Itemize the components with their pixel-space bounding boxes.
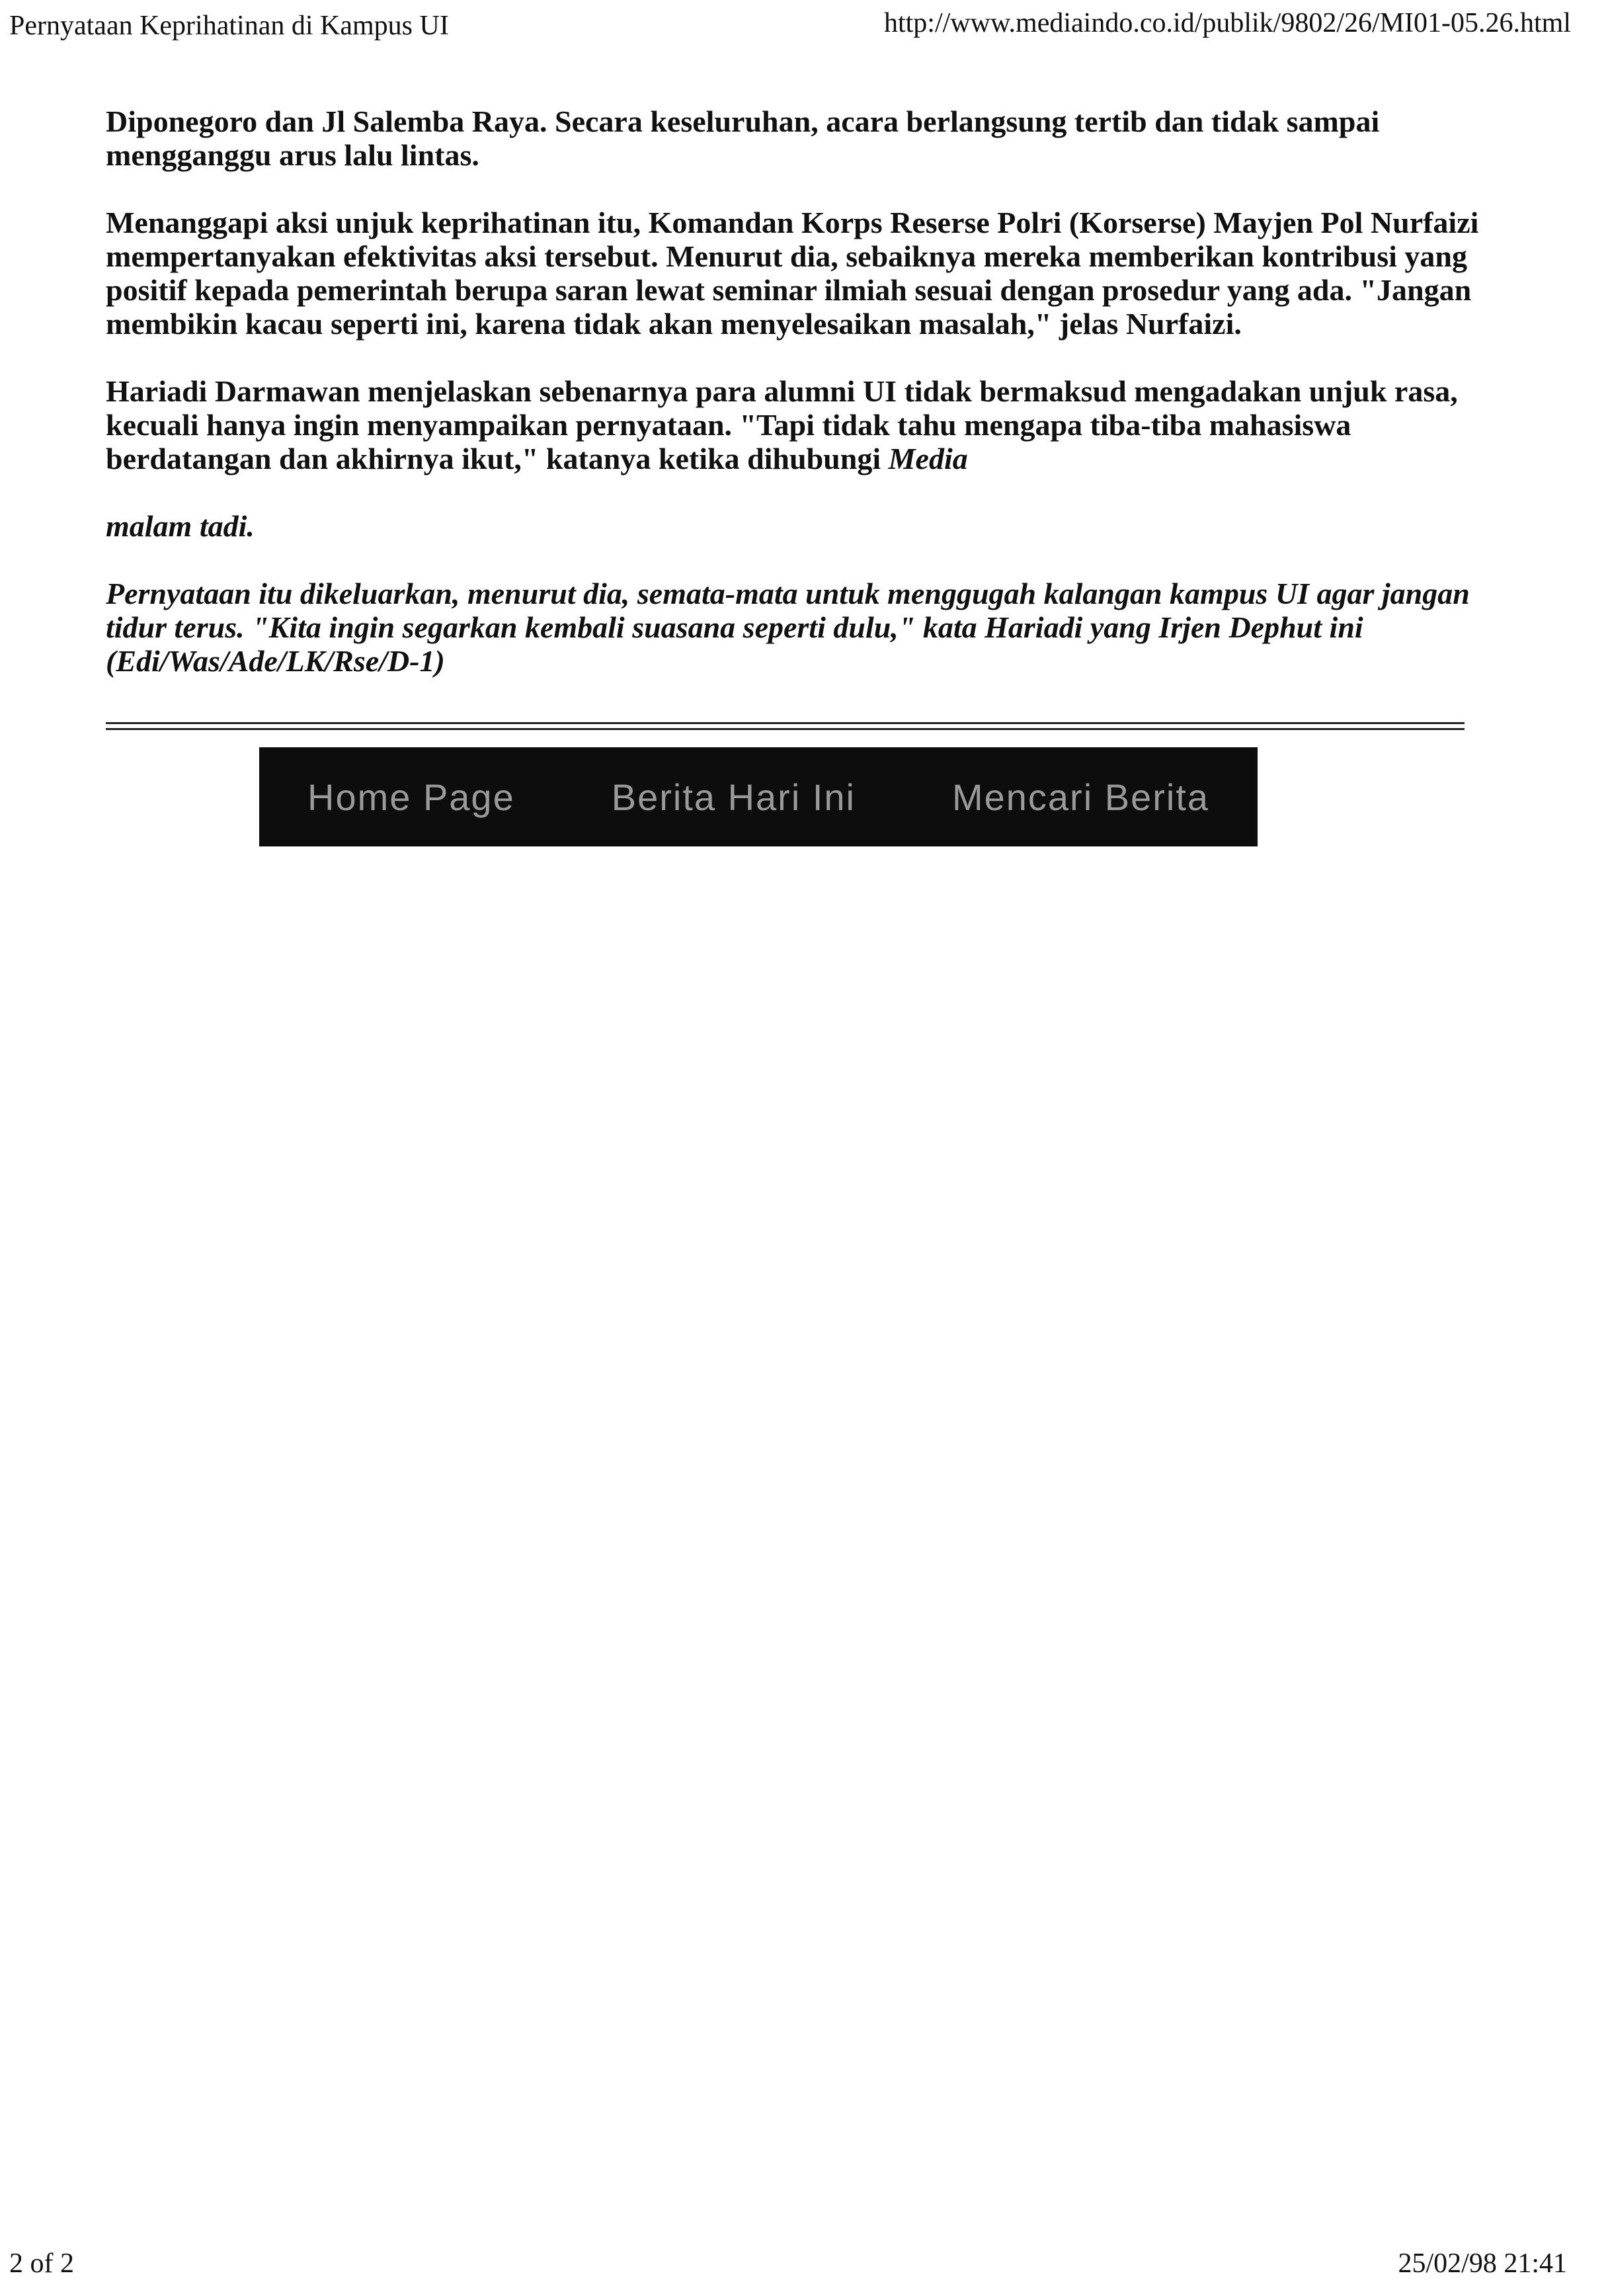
print-header-title: Pernyataan Keprihatinan di Kampus UI: [9, 11, 449, 41]
article-body: [106, 104, 1481, 712]
horizontal-rule: [106, 722, 1465, 730]
article-paragraph-3: [106, 374, 1481, 475]
article-paragraph-4: malam tadi.: [106, 509, 255, 543]
nav-bar: [259, 747, 1258, 846]
print-footer-datetime: 25/02/98 21:41: [1398, 2248, 1567, 2279]
print-footer-page: 2 of 2: [9, 2248, 74, 2279]
nav-home-page-link[interactable]: Home Page: [307, 776, 515, 818]
nav-mencari-berita-link[interactable]: Mencari Berita: [951, 776, 1209, 818]
article-paragraph-1: Diponegoro dan Jl Salemba Raya. Secara keseluruhan, acara berlangsung tertib dan tidak sampai mengganggu arus lalu lintas.: [106, 104, 1380, 172]
article-paragraph-5: Pernyataan itu dikeluarkan, menurut dia, semata-mata untuk menggugah kalangan kampus UI agar jangan tidur terus. "Kita ingin segarkan kembali suasana seperti dulu," kata Hariadi yang Irjen Dephut ini (Edi/Was/Ade/LK/Rse/D-1): [106, 577, 1470, 678]
article-paragraph-3-text: Hariadi Darmawan menjelaskan sebenarnya para alumni UI tidak bermaksud mengadakan unjuk rasa, kecuali hanya ingin menyampaikan pernyataan. "Tapi tidak tahu mengapa tiba-tiba mahasiswa berdatangan dan akhirnya ikut," katanya ketika dihubungi: [106, 374, 1458, 475]
nav-berita-hari-ini-link[interactable]: Berita Hari Ini: [611, 776, 856, 818]
media-name: Media: [888, 442, 968, 475]
article-paragraph-2: Menanggapi aksi unjuk keprihatinan itu, Komandan Korps Reserse Polri (Korserse) Mayjen Pol Nurfaizi mempertanyakan efektivitas aksi tersebut. Menurut dia, sebaiknya mereka memberikan kontribusi yang positif kepada pemerintah berupa saran lewat seminar ilmiah sesuai dengan prosedur yang ada. "Jangan membikin kacau seperti ini, karena tidak akan menyelesaikan masalah," jelas Nurfaizi.: [106, 206, 1479, 341]
print-header-url: http://www.mediaindo.co.id/publik/9802/26/MI01-05.26.html: [883, 8, 1571, 38]
